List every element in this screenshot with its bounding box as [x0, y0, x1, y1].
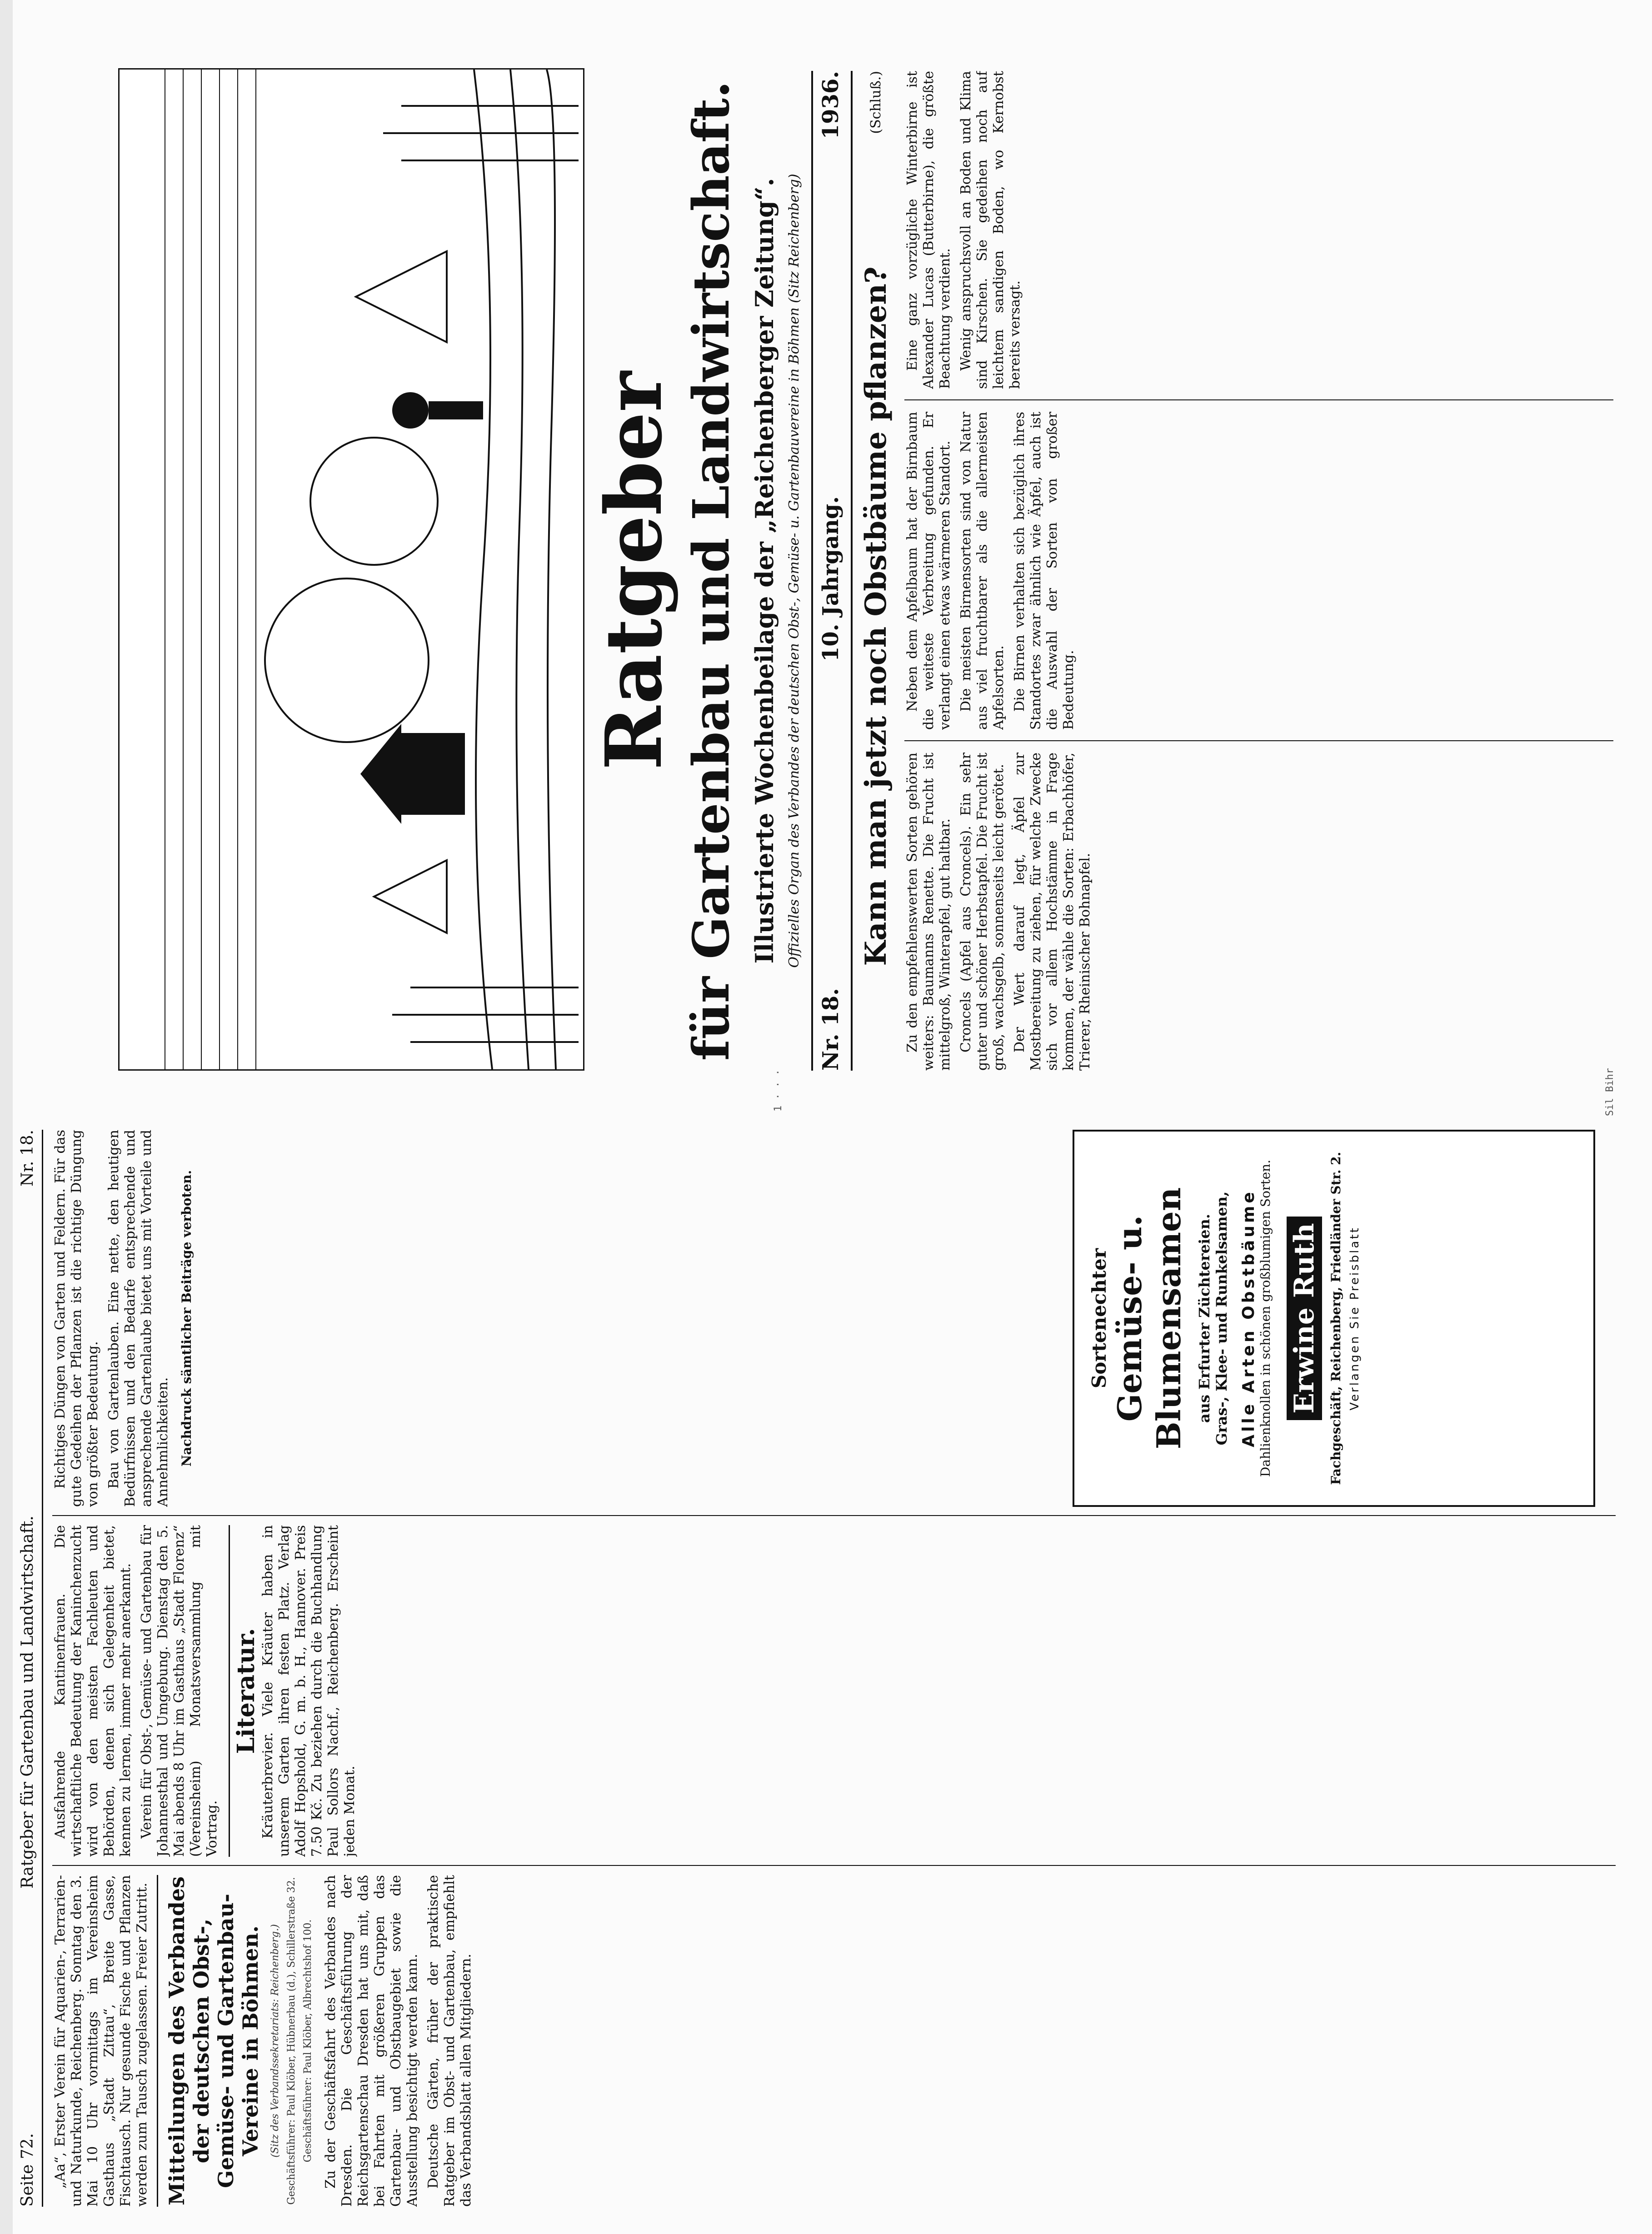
- column-rule: [904, 740, 1613, 741]
- aquarium-notice: „Aa“, Erster Verein für Aquarien-, Terrarien- und Naturkunde, Reichenberg. Sonntag den 3. Mai 10 Uhr vormittags im Vereinsheim Gasthaus „Stadt Zittau“, Breite Gasse, Fischtausch. Nur gesunde Fische und Pflanzen werden zum Tausch zugelassen. Freier Zutritt.: [52, 1875, 150, 2207]
- paragraph: Richtiges Düngen von Garten und Feldern. Für das gute Gedeihen der Pflanzen ist die richtige Düngung von größter Bedeutung.: [52, 1130, 101, 1507]
- section-title: Mitteilungen des Verbandes der deutschen Obst-, Gemüse- und Gartenbau-Vereine in Böhmen.: [165, 1876, 263, 2205]
- ad-subline-2: Gras-, Klee- und Runkelsamen,: [1213, 1191, 1230, 1446]
- paragraph: Die meisten Birnensorten sind von Natur aus viel fruchtbarer als die allermeisten Apfelsorten.: [958, 412, 1007, 730]
- masthead-subtitle: für Gartenbau und Landwirtschaft.: [682, 80, 740, 1061]
- issue-number: Nr. 18.: [818, 988, 843, 1071]
- issue-number: Nr. 18.: [18, 1130, 37, 1187]
- ad-company-note: Fachgeschäft, Reichenberg, Friedländer Str. 2.: [1328, 1152, 1343, 1485]
- paragraph: Zu der Geschäftsfahrt des Verbandes nach Dresden. Die Geschäftsführung der Reichsgartenschau Dresden hat uns mit, daß bei Fahrten mit größeren Gruppen das Gartenbau- und Obstbaugebiet sowie die Ausstellung besichtigt werden kann.: [323, 1875, 420, 2207]
- scan-center-mark: 1 · · ·: [773, 1069, 784, 1112]
- scan-margin-mark: Sil Bihr: [1604, 1068, 1616, 1116]
- article-column-1: [904, 753, 1613, 1071]
- article-title: Kann man jetzt noch Obstbäume pflanzen?: [859, 266, 893, 966]
- copyright-notice: Nachdruck sämtlicher Beiträge verboten.: [179, 1170, 194, 1467]
- paragraph: Bau von Gartenlauben. Eine nette, den heutigen Bedürfnissen und den Bedarfe entsprechende und ansprechende Gartenlaube bietet uns mit Vorteile und Annehmlichkeiten.: [106, 1130, 171, 1507]
- paragraph: Wenig anspruchsvoll an Boden und Klima sind Kirschen. Sie gedeihen noch auf leichtem sandigen Boden, wo Kernobst bereits versagt.: [958, 71, 1023, 389]
- ad-line-2: Dahlienknollen in schönen großblumigen Sorten.: [1258, 1159, 1273, 1477]
- paragraph: Die Birnen verhalten sich bezüglich ihres Standortes zwar ähnlich wie Äpfel, auch ist die Auswahl der Sorten von großer Bedeutung.: [1012, 412, 1077, 730]
- divider: [157, 1875, 158, 2207]
- section-subtitle: (Sitz des Verbandssekretariats: Reichenberg.): [270, 1924, 281, 2158]
- paragraph: Deutsche Gärten, früher der praktische Ratgeber im Obst- und Gartenbau, empfiehlt das Verbandsblatt allen Mitgliedern.: [425, 1875, 474, 2207]
- divider: [229, 1525, 230, 1857]
- volume: 10. Jahrgang.: [818, 496, 843, 662]
- ad-company: Erwine Ruth: [1287, 1217, 1322, 1420]
- left-column-2: [52, 1525, 1616, 1857]
- ad-subline-1: aus Erfurter Züchtereien.: [1196, 1213, 1213, 1423]
- paragraph: Croncels (Apfel aus Croncels). Ein sehr guter und schöner Herbstapfel. Die Frucht ist groß, wachsgelb, sonnenseits leicht gerötet.: [958, 753, 1007, 1071]
- masthead-title: Ratgeber: [589, 371, 679, 770]
- paragraph: Eine ganz vorzügliche Winterbirne ist Alexander Lucas (Butterbirne), die größte Beachtung verdient.: [904, 71, 953, 389]
- left-column-1: [52, 1875, 1616, 2207]
- issue-rule: [851, 71, 853, 1071]
- page-number: Seite 72.: [18, 2133, 37, 2207]
- article-column-2: [904, 412, 1613, 730]
- seed-advertisement: [1073, 1130, 1595, 1507]
- masthead-organ: Offizielles Organ des Verbandes der deutschen Obst-, Gemüse- u. Gartenbauvereine in Böhmen (Sitz Reichenberg): [786, 174, 802, 968]
- issue-line: [818, 71, 845, 1071]
- ad-cta: Verlangen Sie Preisblatt: [1348, 1226, 1362, 1411]
- running-title: Ratgeber für Gartenbau und Landwirtschaft.: [18, 1516, 37, 1889]
- garden-landscape-illustration: [120, 70, 583, 1069]
- masthead-illustration: [118, 68, 584, 1071]
- paragraph: Zu den empfehlenswerten Sorten gehören weiters: Baumanns Renette. Die Frucht ist mittelgroß, Winterapfel, gut haltbar.: [904, 753, 953, 1071]
- article-column-3: [904, 71, 1613, 389]
- paragraph: Verein für Obst-, Gemüse- und Gartenbau für Johannesthal und Umgebung. Dienstag den 5. Mai abends 8 Uhr im Gasthaus „Stadt Florenz“ (Vereinsheim) Monatsversammlung mit Vortrag.: [139, 1525, 220, 1857]
- ad-headline-b: Gemüse- u. Blumensamen: [1110, 1187, 1188, 1450]
- left-column-3: [52, 1130, 1052, 1507]
- header-rule: [42, 1130, 43, 2207]
- literature-text: Kräuterbrevier. Viele Kräuter haben in unserem Garten ihren festen Platz. Verlag Adolf Hopshold, G. m. b. H., Hannover. Preis 7.50 Kč. Zu beziehen durch die Buchhandlung Paul Sollors Nachf., Reichenberg. Erscheint jeden Monat.: [260, 1525, 358, 1857]
- ad-headline-a: Sortenechter: [1088, 1248, 1110, 1389]
- paragraph: Neben dem Apfelbaum hat der Birnbaum die weiteste Verbreitung gefunden. Er verlangt einen etwas wärmeren Standort.: [904, 412, 953, 730]
- article-heading: [859, 71, 895, 1071]
- section-officials: Geschäftsführer: Paul Klöber, Hübnerbau (d.), Schillerstraße 32. Geschäftsführer: Paul Klöber, Albrechtshof 100.: [286, 1877, 314, 2205]
- literature-title: Literatur.: [232, 1628, 260, 1754]
- paragraph: Der Wert darauf legt, Äpfel zur Mostbereitung zu ziehen, für welche Zwecke sich vor allem Hochstämme in Frage kommen, der wähle die Sorten: Erbachhöfer, Trierer, Rheinischer Bohnapfel.: [1012, 753, 1093, 1071]
- paragraph: Ausfahrende Kantinenfrauen. Die wirtschaftliche Bedeutung der Kaninchenzucht wird von den meisten Fachleuten und Behörden, denen sich Gelegenheit bietet, kennen zu lernen, immer mehr anerkannt.: [52, 1525, 134, 1857]
- article-tag: (Schluß.): [868, 71, 884, 134]
- ad-line-1: Alle Arten Obstbäume: [1239, 1189, 1258, 1447]
- masthead-rule: [811, 71, 813, 1071]
- ad-company-block: [1287, 1145, 1322, 1491]
- column-rule: [52, 1515, 1616, 1516]
- masthead-tagline: Illustrierte Wochenbeilage der „Reichenberger Zeitung“.: [750, 178, 779, 964]
- column-rule: [904, 399, 1613, 400]
- year: 1936.: [818, 71, 843, 140]
- column-rule: [52, 1865, 1616, 1866]
